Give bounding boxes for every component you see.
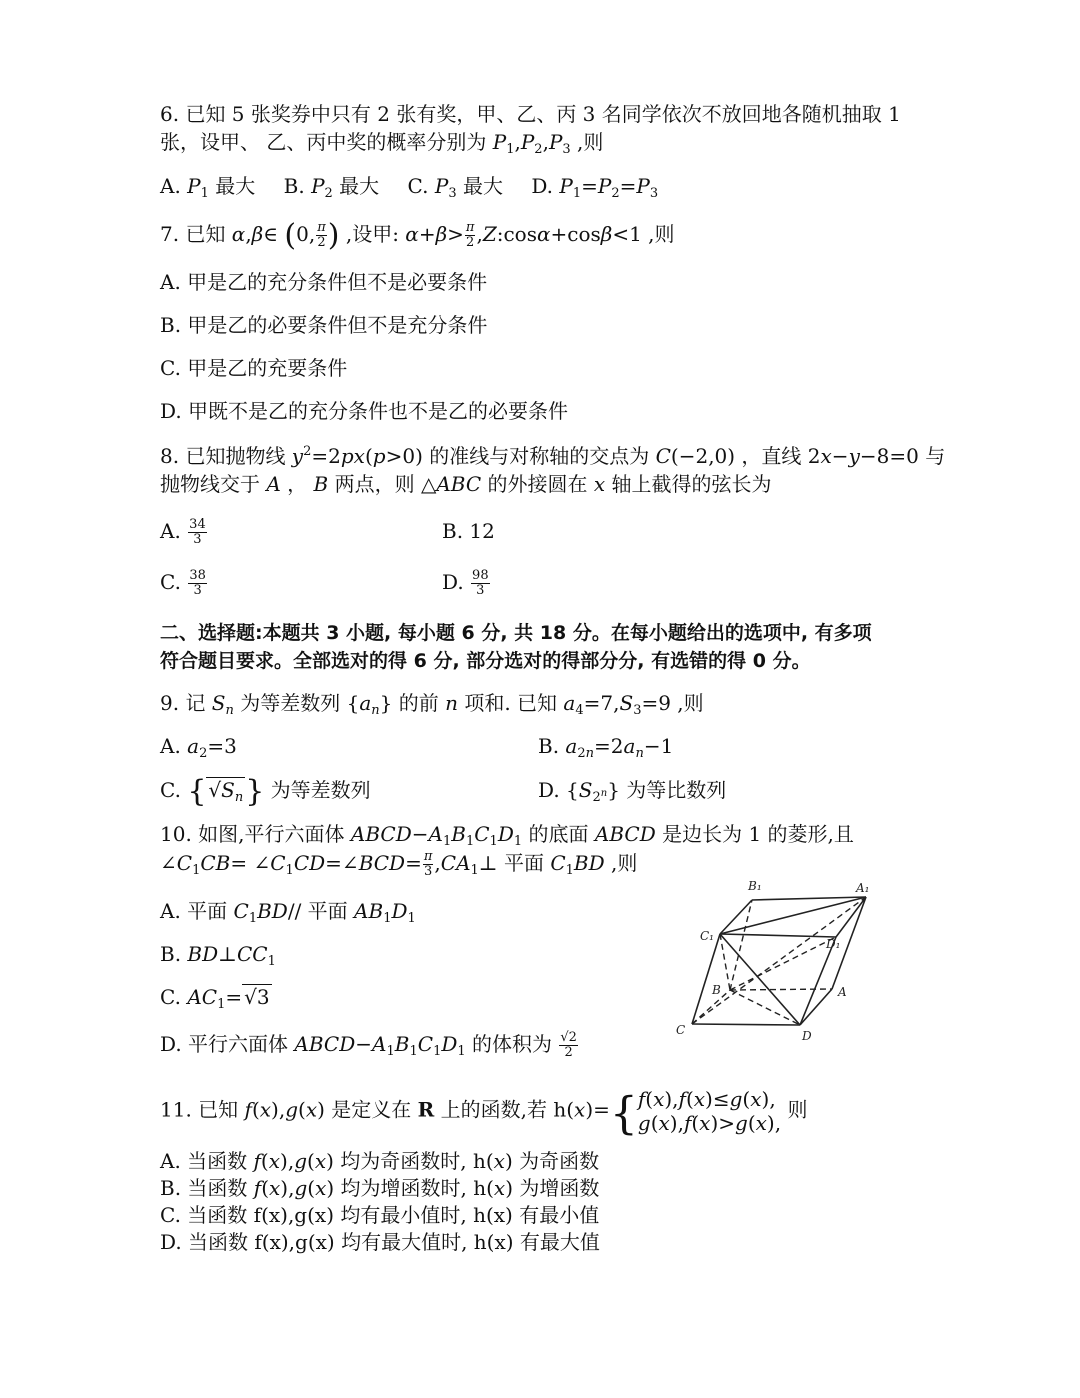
q8-option-c: C. $\frac{38}{3}$	[160, 568, 206, 598]
q11-option-b: B. 当函数 f(x),g(x) 均为增函数时, h(x) 为增函数	[160, 1176, 600, 1200]
q10-option-b: B. $BD\perp CC_1$	[160, 942, 276, 969]
section2-heading-line1: 二、选择题:本题共 3 小题, 每小题 6 分, 共 18 分。在每小题给出的选项中, 有多项	[160, 622, 872, 644]
q7-option-d: D. 甲既不是乙的充分条件也不是乙的必要条件	[160, 399, 569, 423]
label-d: D	[802, 1029, 812, 1043]
label-c1: C₁	[700, 929, 714, 943]
q8-stem-line1: 8. 已知抛物线 $y^2=2px(p>0)$ 的准线与对称轴的交点为 C(−2,0) ，直线 2x−y−8=0 与	[160, 444, 946, 468]
q8-option-d: D. $\frac{98}{3}$	[442, 568, 489, 598]
q6-option-c: C. $P_3$ 最大	[407, 174, 503, 201]
parallelepiped-figure	[660, 872, 890, 1047]
q11-option-d: D. 当函数 f(x),g(x) 均有最大值时, h(x) 有最大值	[160, 1230, 600, 1254]
q8-stem-line2: 抛物线交于 A ， B 两点，则 △ABC 的外接圆在 x 轴上截得的弦长为	[160, 472, 772, 496]
q6-option-d: D. $P_1=P_2=P_3$	[531, 174, 659, 201]
q8-option-a: A. $\frac{34}{3}$	[160, 517, 206, 547]
label-c: C	[676, 1023, 686, 1037]
q9-option-c: C. { $√S_n$} 为等差数列	[160, 774, 371, 809]
q11-option-a: A. 当函数 f(x),g(x) 均为奇函数时, h(x) 为奇函数	[160, 1149, 600, 1173]
q7-option-a: A. 甲是乙的充分条件但不是必要条件	[160, 270, 488, 294]
q10-option-a: A. 平面 $C_1BD//$ 平面 $AB_1D_1$	[160, 899, 416, 926]
q6-stem-line2: 张，设甲、 乙、丙中奖的概率分别为 $P_1,P_2,P_3$ ,则	[160, 130, 604, 157]
q9-option-b: B. $a_{2n}=2a_n-1$	[538, 734, 674, 761]
q8-option-b: B. 12	[442, 519, 495, 543]
edge-c1-d1	[720, 934, 836, 937]
q9-option-d: D. $\{S_{2^n}\}$ 为等比数列	[538, 778, 727, 805]
q10-stem-line1: 10. 如图,平行六面体 $ABCD-A_1B_1C_1D_1$ 的底面 ABCD 是边长为 1 的菱形,且	[160, 822, 854, 849]
q6-options	[160, 172, 658, 200]
label-a1: A₁	[856, 881, 870, 895]
edge-d-a	[800, 989, 832, 1025]
q11-option-c: C. 当函数 f(x),g(x) 均有最小值时, h(x) 有最小值	[160, 1203, 600, 1227]
edge-c-d	[692, 1024, 800, 1025]
label-a: A	[838, 985, 847, 999]
hidden-edge-b-b1	[730, 900, 752, 990]
hidden-segment-c-a1	[692, 897, 866, 1024]
label-b1: B₁	[748, 879, 762, 893]
q9-option-a: A. $a_2=3$	[160, 734, 237, 761]
q7-stem: 7. 已知 α,β∈ (0, $\frac{\pi}{2}$ ) ,设甲: α+β> $\frac{\pi}{2}$ ,Z:cosα+cosβ<1 ,则	[160, 218, 675, 253]
label-d1: D₁	[826, 937, 841, 951]
hidden-segment-c1-b	[720, 934, 730, 990]
q10-option-c: C. $AC_1= √3$	[160, 985, 270, 1012]
edge-c-c1	[692, 934, 720, 1024]
segment-c1-a1	[720, 897, 866, 934]
q6-option-b: B. $P_2$ 最大	[283, 174, 380, 201]
q10-stem-line2: $\angle C_1CB=$ $\angle C_1CD=\angle BCD=$ $\frac{\pi}{3}$ $,CA_1\perp$ 平面 $C_1BD$ ,则	[160, 849, 638, 879]
label-b: B	[712, 983, 721, 997]
q11-stem: 11. 已知 f(x),g(x) 是定义在 R 上的函数,若 h(x)={ f(x),f(x)≤g(x), g(x),f(x)>g(x), 则	[160, 1087, 808, 1140]
q6-stem-line1: 6. 已知 5 张奖券中只有 2 张有奖，甲、乙、丙 3 名同学依次不放回地各随机抽取 1	[160, 102, 901, 126]
q7-option-c: C. 甲是乙的充要条件	[160, 356, 348, 380]
q10-option-d: D. 平行六面体 $ABCD-A_1B_1C_1D_1$ 的体积为 $\frac{√2}{2}$	[160, 1030, 577, 1060]
hidden-segment-b-d	[730, 990, 800, 1025]
q9-stem: 9. 记 $S_n$ 为等差数列 $\{a_n\}$ 的前 n 项和. 已知 $a_4=7,S_3=9$ ,则	[160, 691, 704, 718]
edge-b1-a1	[752, 897, 866, 900]
section2-heading-line2: 符合题目要求。全部选对的得 6 分, 部分选对的得部分分, 有选错的得 0 分。	[160, 650, 811, 672]
q6-option-a: A. $P_1$ 最大	[160, 174, 256, 201]
hidden-edge-b-a	[730, 989, 832, 990]
q7-option-b: B. 甲是乙的必要条件但不是充分条件	[160, 313, 488, 337]
